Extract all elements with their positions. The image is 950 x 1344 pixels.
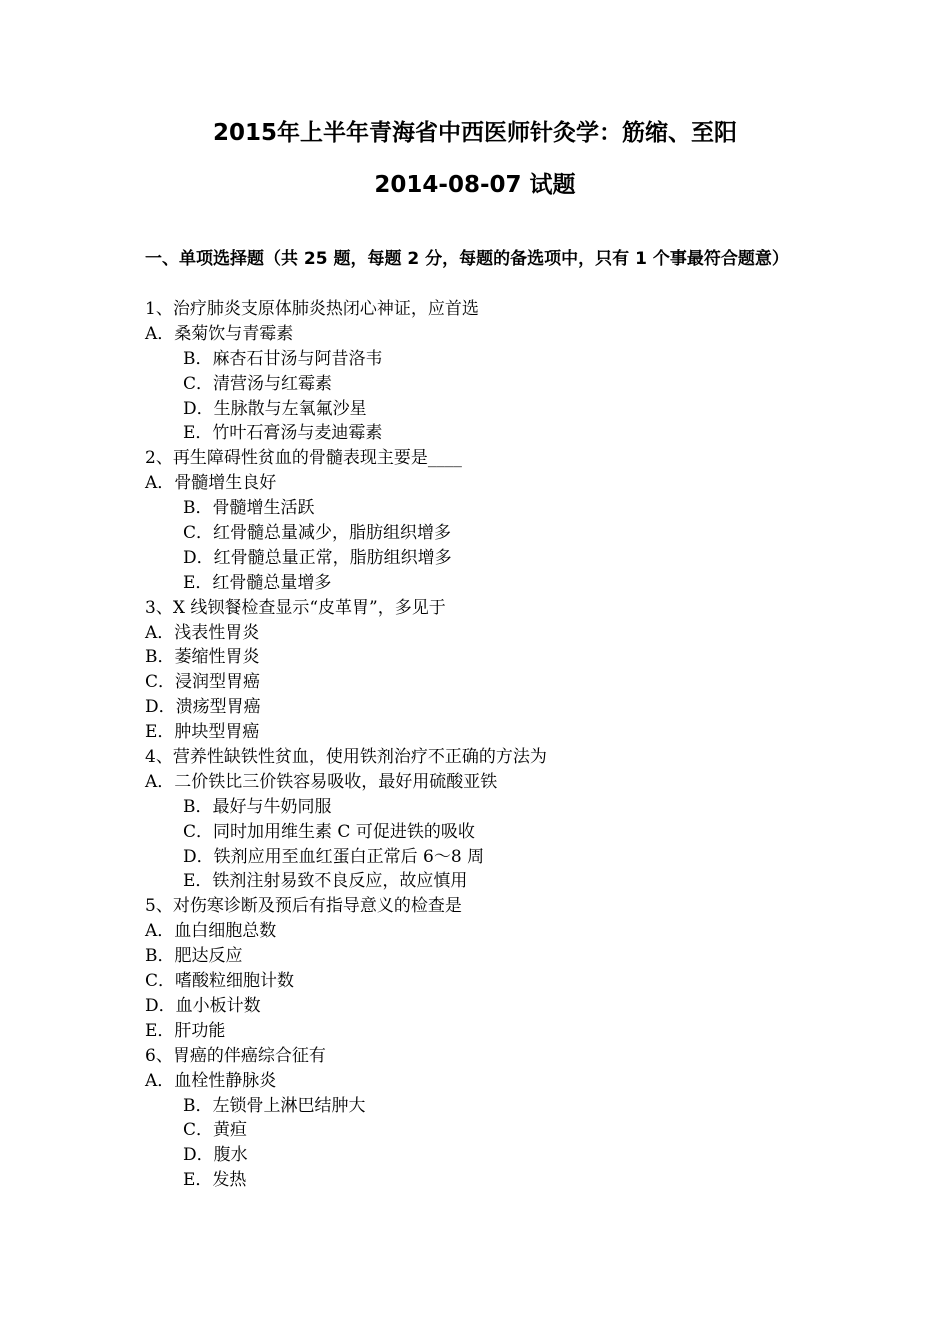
question-text: 6、胃癌的伴癌综合征有: [145, 1045, 326, 1066]
question-text: 2、再生障碍性贫血的骨髓表现主要是____: [145, 448, 462, 469]
answer-option: D．生脉散与左氧氟沙星: [183, 398, 367, 419]
answer-option: D．红骨髓总量正常，脂肪组织增多: [183, 547, 452, 568]
question-list: [145, 297, 845, 1193]
question-text: 3、X 线钡餐检查显示“皮革胃”，多见于: [145, 597, 446, 618]
answer-option: B．骨髓增生活跃: [183, 498, 315, 519]
document-title: 2015年上半年青海省中西医师针灸学：筋缩、至阳: [212, 120, 737, 146]
answer-option: E．竹叶石膏汤与麦迪霉素: [183, 423, 383, 444]
answer-option: A．血白细胞总数: [145, 921, 277, 942]
answer-option: E．肿块型胃癌: [145, 722, 260, 743]
answer-option: B．最好与牛奶同服: [183, 796, 332, 817]
question-text: 1、治疗肺炎支原体肺炎热闭心神证，应首选: [145, 299, 479, 319]
answer-option: E．红骨髓总量增多: [183, 572, 332, 593]
answer-option: A．二价铁比三价铁容易吸收，最好用硫酸亚铁: [145, 771, 498, 792]
answer-option: C．浸润型胃癌: [145, 672, 261, 693]
answer-option: E．肝功能: [145, 1020, 226, 1041]
answer-option: D．溃疡型胃癌: [145, 697, 261, 718]
answer-option: A．桑菊饮与青霉素: [145, 323, 294, 344]
answer-option: E．铁剂注射易致不良反应，故应慎用: [183, 871, 468, 892]
question-text: 5、对伤寒诊断及预后有指导意义的检查是: [145, 896, 462, 917]
section-heading: 一、单项选择题（共 25 题，每题 2 分，每题的备选项中，只有 1 个事最符合题意）: [145, 249, 789, 269]
question-text: 4、营养性缺铁性贫血，使用铁剂治疗不正确的方法为: [145, 747, 547, 768]
answer-option: A．骨髓增生良好: [145, 473, 277, 494]
answer-option: E．发热: [183, 1170, 247, 1191]
document-subtitle-date: 2014-08-07 试题: [374, 172, 576, 198]
answer-option: D．铁剂应用至血红蛋白正常后 6～8 周: [183, 846, 485, 867]
answer-option: C．清营汤与红霉素: [183, 373, 333, 394]
answer-option: B．麻杏石甘汤与阿昔洛韦: [183, 348, 383, 369]
answer-option: B．肥达反应: [145, 946, 243, 967]
answer-option: C．黄疸: [183, 1120, 248, 1141]
answer-option: D．腹水: [183, 1145, 248, 1166]
answer-option: C．红骨髓总量减少，脂肪组织增多: [183, 523, 452, 544]
answer-option: B．左锁骨上淋巴结肿大: [183, 1095, 366, 1116]
answer-option: B．萎缩性胃炎: [145, 647, 260, 668]
answer-option: A．浅表性胃炎: [145, 622, 260, 643]
answer-option: C．同时加用维生素 C 可促进铁的吸收: [183, 821, 475, 842]
answer-option: C．嗜酸粒细胞计数: [145, 971, 295, 992]
answer-option: A．血栓性静脉炎: [145, 1070, 277, 1091]
answer-option: D．血小板计数: [145, 995, 261, 1016]
